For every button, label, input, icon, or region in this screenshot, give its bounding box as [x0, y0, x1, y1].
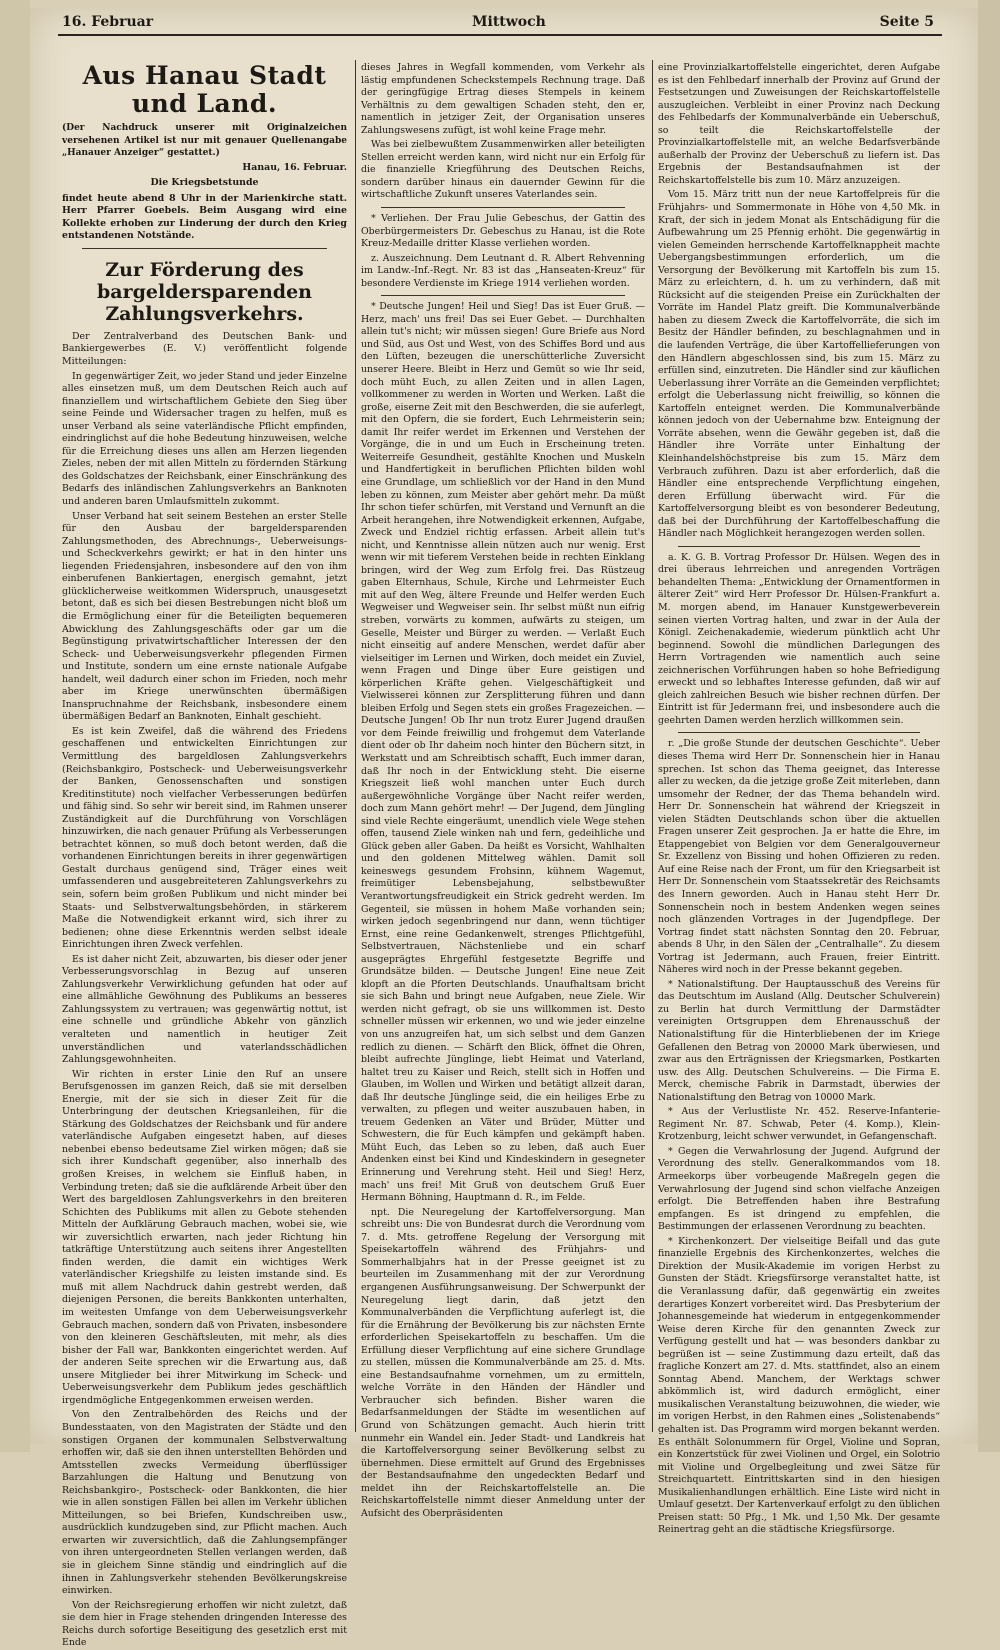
news-item-verlustliste: * Aus der Verlustliste Nr. 452. Reserve-Infanterie-Regiment Nr. 87. Schwab, Peter (4. Komp.), Klein-Krotzenburg, leicht schwer verwundet, in Gefangenschaft. [658, 1106, 940, 1143]
section-divider [82, 248, 327, 249]
news-item-verwahrlosung: * Gegen die Verwahrlosung der Jugend. Aufgrund der Verordnung des stellv. Generalkommandos vom 18. Armeekorps über vorbeugende Maßregeln gegen die Verwahrlosung der Jugend sind schon vielfache Anzeigen erfolgt. Die Betreffenden haben ihre Bestrafung empfangen. Es ist dringend zu empfehlen, die Bestimmungen der erlassenen Verordnung zu beachten. [658, 1145, 940, 1233]
paragraph: Der Zentralverband des Deutschen Bank- und Bankiergewerbes (E. V.) veröffentlicht folgende Mitteilungen: [62, 330, 347, 368]
news-item-verliehen: * Verliehen. Der Frau Julie Gebeschus, der Gattin des Oberbürgermeisters Dr. Gebeschus zu Hanau, ist die Rote Kreuz-Medaille dritter Klasse verliehen worden. [361, 213, 645, 250]
reprint-notice: (Der Nachdruck unserer mit Originalzeichen versehenen Artikel ist nur mit genauer Quellenangabe „Hanauer Anzeiger“ gestattet.) [62, 123, 347, 159]
news-item-auszeichnung: z. Auszeichnung. Dem Leutnant d. R. Albert Rehvenning im Landw.-Inf.-Regt. Nr. 83 ist das „Hanseaten-Kreuz“ für besondere Verdienste im Kriege 1914 verliehen worden. [361, 252, 645, 289]
header-date: 16. Februar [62, 14, 154, 30]
paragraph: Von den Zentralbehörden des Reichs und der Bundesstaaten, von den Magistraten der Städte und den sonstigen Organen der kommunalen Selbstverwaltung erhoffen wir, daß sie den ihnen unterstellten Behörden und Amtsstellen zwecks Vermeidung überflüssiger Barzahlungen die Haltung und Benutzung von Reichsbankgiro-, Postscheck- oder Bankkonten, die hier wie in allen sonstigen Fällen bei allen im Verkehr üblichen Mitteilungen, so bei Briefen, Kundschreiben usw., ausdrücklich kundzugeben sind, zur Pflicht machen. Auch erwarten wir zuversichtlich, daß die Zahlungsempfänger von ihren untergeordneten Stellen verlangen werden, daß sie in gleichem Sinne ständig und eindringlich auf die ihnen in Zahlungsverkehr stehenden Bevölkerungskreise einwirken. [62, 1409, 347, 1597]
news-item-kgb-vortrag: a. K. G. B. Vortrag Professor Dr. Hülsen. Wegen des in drei überaus lehrreichen und anregenden Vorträgen behandelten Thema: „Entwicklung der Ornamentformen in älterer Zeit“ wird Herr Professor Dr. Hülsen-Frankfurt a. M. morgen abend, im Hanauer Kunstgewerbeverein seinen vierten Vortrag halten, und zwar in der Aula der Königl. Zeichenakademie, wiederum pünktlich acht Uhr beginnend. Sowohl die mündlichen Darlegungen des Herrn Vortragenden wie namentlich auch seine zeichnerischen Vorführungen haben so hohe Befriedigung erweckt und so lebhaftes Interesse gefunden, daß wir auf gleich zahlreichen Besuch wie bisher rechnen dürfen. Der Eintritt ist für Jedermann frei, und insbesondere auch die geehrten Damen werden herzlich willkommen sein. [658, 551, 940, 726]
column-1 [62, 61, 347, 1649]
kriegsbetstunde-heading: Die Kriegsbetstunde [150, 177, 259, 189]
news-item-deutsche-jungen: * Deutsche Jungen! Heil und Sieg! Das ist Euer Gruß. — Herz, mach' uns frei! Das sei Euer Gebet. — Durchhalten allein tut's nicht; wir müssen siegen! Gure Briefe aus Nord und Süd, aus Ost und West, von des Schiffes Bord und aus den Lüften, bezeugen die unerschütterliche Zuversicht unserer Heere. Bleibt in Herz und Gemüt so wie Ihr seid, doch müht Euch, zu allen Zeiten und in allen Lagen, vollkommener zu werden in Worten und Werken. Laßt die große, eiserne Zeit mit den Beschwerden, die sie auferlegt, mit den Opfern, die sie fordert, Euch Lehrmeisterin sein; damit Ihr reifer werdet im Erkennen und Verstehen der Vorgänge, die in und um Euch in Erscheinung treten. Weiterreife Gesundheit, gestählte Knochen und Muskeln und Handfertigkeit in beruflichen Pflichten bilden wohl eine Grundlage, um schließlich vor der Hand in den Mund leben zu können, zum Meister aber gehört mehr. Da müßt Ihr schon tiefer schürfen, mit Verstand und Vernunft an die Arbeit herangehen, ihre Notwendigkeit erkennen, Aufgabe, Zweck und Endziel richtig erfassen. Arbeit allein tut's nicht, und Kenntnisse allein nützen auch nur wenig. Erst wenn wir mit tieferem Verstehen beide in rechten Einklang bringen, wird der Weg zum Erfolg frei. Das Rüstzeug gaben Elternhaus, Schule, Kirche und Lehrmeister Euch mit auf den Weg, ältere Freunde und Helfer werden Euch Wegweiser und Wegweiser sein. Ihr selbst müßt nun eifrig streben, vorwärts zu kommen, aufwärts zu steigen, um Geselle, Meister und Bürger zu werden. — Verlaßt Euch nicht einseitig auf andere Menschen, werdet dafür aber vielseitiger im Lernen und Wirken, doch meidet ein Zuviel, wenn Fragen und Dinge über Eure geistigen und körperlichen Kräfte gehen. Vielgeschäftigkeit und Vielwisserei können zur Zersplitterung führen und dann bleiben Erfolg und Segen stets ein großes Fragezeichen. — Deutsche Jungen! Ob Ihr nun trotz Eurer Jugend draußen vor dem Feinde freiwillig und frohgemut dem Vaterlande dient oder ob Ihr daheim noch hinter den Büchern sitzt, in Werkstatt und am Schreibtisch schafft, Euch immer daran, daß Ihr noch in der Entwicklung steht. Die eiserne Kriegszeit ließ wohl manchen unter Euch durch außergewöhnliche Vorgänge über Nacht reifer werden, doch zum Mann gehört mehr! — Der Jugend, dem Jüngling sind viele Rechte eingeräumt, unendlich viele Wege stehen offen, tausend Ziele winken nah und fern, gedeihliche und Glück geben aller Gaben. Da heißt es Vorsicht, Wahlhalten und den goldenen Mittelweg wählen. Damit soll keineswegs gesundem Frohsinn, kühnem Wagemut, freimütiger Lebensbejahung, selbstbewußter Verantwortungsfreudigkeit ein Strick gedreht werden. Im Gegenteil, sie müssen in hohem Maße vorhanden sein; wirken jedoch segenbringend nur dann, wenn tüchtiger Ernst, eine reine Gedankenwelt, strenges Pflichtgefühl, Selbstvertrauen, Nächstenliebe und ein scharf ausgeprägtes Ehrgefühl festgesetzte Begriffe und Grundsätze bilden. — Deutsche Jungen! Eine neue Zeit klopft an die Pforten Deutschlands. Unaufhaltsam bricht sie sich Bahn und bringt neue Aufgaben, neue Ziele. Wir werden nicht gefragt, ob sie uns willkommen ist. Desto schneller müssen wir erkennen, wo und wie jeder einzelne von uns anzugreifen hat, um sich selbst und dem Ganzen redlich zu dienen. — Schärft den Blick, öffnet die Ohren, bleibt aufrechte Jünglinge, liebt Heimat und Vaterland, haltet treu zu Kaiser und Reich, stellt sich in Hoffen und Glauben, im Wollen und Wirken und betätigt allzeit daran, daß Ihr deutsche Jünglinge seid, die ein heiliges Erbe zu verwalten, zu pflegen und weiter auszubauen haben, in treuem Gedenken an Väter und Brüder, Mütter und Schwestern, die für Euch kämpfen und gekämpft haben. Müht Euch, das Leben so zu leben, daß auch Euer Andenken einst bei Kind und Kindeskindern in gesegneter Erinnerung und Verehrung steht. Heil und Sieg! Herz, mach' uns frei! Mit Gruß von deutschem Gruß Euer Hermann Böhning, Hauptmann d. R., im Felde. [361, 301, 645, 1204]
paragraph: Wir richten in erster Linie den Ruf an unsere Berufsgenossen im ganzen Reich, daß sie mit derselben Energie, mit der sie sich in dieser Zeit für die Unterbringung der deutschen Kriegsanleihen, für die Stärkung des Goldschatzes der Reichsbank und für andere vaterländische Aufgaben eingesetzt haben, auf dieses nebenbei ebenso bedeutsame Ziel wirken mögen; daß sie sich ihrer Kundschaft gegenüber, also innerhalb des großen Kreises, in welchem sie Einfluß haben, in Verbindung treten; daß sie die aufklärende Arbeit über den Wert des bargeldlosen Zahlungsverkehrs in den breiteren Schichten des Publikums mit allen zu Gebote stehenden Mitteln der Aufklärung Gebrauch machen, wobei sie, wie wir zuversichtlich erwarten, nach jeder Richtung hin tatkräftige Unterstützung auch seitens ihrer Angestellten finden werden, die damit ein wichtiges Werk vaterländischer Kriegshilfe zu leisten imstande sind. Es muß mit allem Nachdruck dahin gestrebt werden, daß diejenigen Personen, die bereits Bankkonten unterhalten, im weitesten Umfange von dem Ueberweisungsverkehr Gebrauch machen, sondern daß von Privaten, insbesondere von den kleineren Geschäftsleuten, mit mehr, als dies bisher der Fall war, Bankkonten eingerichtet werden. Auf der anderen Seite sprechen wir die Erwartung aus, daß unsere Mitglieder bei ihrer Mitwirkung im Scheck- und Ueberweisungsverkehr dem Publikum jedes geschäftlich irgendmögliche Entgegenkommen erweisen werden. [62, 1068, 347, 1406]
column-2 [361, 62, 645, 1519]
article-title: Zur Förderung des bargeldersparenden Zahlungsverkehrs. [97, 258, 312, 325]
paragraph: Vom 15. März tritt nun der neue Kartoffelpreis für die Frühjahrs- und Sommermonate in Höhe von 4,50 Mk. in Kraft, der sich in jedem Monat als Entschädigung für die Aufbewahrung um 25 Pfennig erhöht. Die gegenwärtig in vielen Gemeinden herrschende Kartoffelknappheit machte Uebergangsbestimmungen erforderlich, um die Versorgung der Bevölkerung mit Kartoffeln bis zum 15. März zu erleichtern, d. h. um zu verhindern, daß mit Rücksicht auf die steigenden Preise ein Zurückhalten der Vorräte im Handel Platz greift. Die Kommunalverbände haben zu diesem Zweck die Kartoffelvorräte, die sich im Besitz der Händler befinden, zu beschlagnahmen und in die laufenden Verträge, die über Kartoffellieferungen von den Händlern abgeschlossen sind, bis zum 15. März zu erfüllen sind, einzutreten. Die Händler sind zur käuflichen Ueberlassung ihrer Vorräte an die Gemeinden verpflichtet; erfolgt die Ueberlassung nicht freiwillig, so können die Kartoffeln enteignet werden. Die Kommunalverbände können jedoch von der Uebernahme bzw. Enteignung der Vorräte absehen, wenn die Gewähr gegeben ist, daß die Händler ihre Vorräte unter Einhaltung der Kleinhandelshöchstpreise bis zum 15. März dem Verbrauch zuführen. Dazu ist aber erforderlich, daß die Händler eine entsprechende Verpflichtung eingehen, deren Erfüllung überwacht wird. Für die Kartoffelversorgung bleibt es von besonderer Bedeutung, daß bei der Durchführung der Kartoffelbeschaffung die Händler nach Möglichkeit herangezogen werden sollen. [658, 189, 940, 540]
paragraph: Was bei zielbewußtem Zusammenwirken aller beteiligten Stellen erreicht werden kann, wird nicht nur ein Erfolg für die finanzielle Kriegführung des Deutschen Reichs, sondern darüber hinaus ein dauernder Gewinn für die wirtschaftliche Zukunft unseres Vaterlandes sein. [361, 139, 645, 201]
section-divider [678, 546, 920, 547]
header-day: Mittwoch [472, 14, 546, 30]
paragraph: eine Provinzialkartoffelstelle eingerichtet, deren Aufgabe es ist den Fehlbedarf innerhalb der Provinz auf Grund der Festsetzungen und Zuweisungen der Reichskartoffelstelle auszugleichen. Verbleibt in einer Provinz nach Deckung des Fehlbedarfs der Kommunalverbände ein Ueberschuß, so teilt die Reichskartoffelstelle der Provinzialkartoffelstelle mit, an welche Bedarfsverbände außerhalb der Provinz der Ueberschuß zu liefern ist. Das Ergebnis der Bestandsaufnahmen ist der Reichskartoffelstelle bis zum 10. März anzuzeigen. [658, 62, 940, 186]
page-header [62, 12, 942, 34]
binding-edge [0, 0, 30, 1452]
news-item-kartoffelversorgung: npt. Die Neuregelung der Kartoffelversorgung. Man schreibt uns: Die von Bundesrat durch die Verordnung vom 7. d. Mts. getroffene Regelung der Versorgung mit Speisekartoffeln während des Frühjahrs- und Sommerhalbjahrs hat in der Presse geeignet ist zu beurteilen im Zusammenhang mit der zur Verordnung ergangenen Ausführungsanweisung. Der Schwerpunkt der Neuregelung liegt darin, daß jetzt den Kommunalverbänden die Verpflichtung auferlegt ist, die für die Ernährung der Bevölkerung bis zur nächsten Ernte erforderlichen Speisekartoffeln zu beschaffen. Um die Erfüllung dieser Verpflichtung auf eine sichere Grundlage zu stellen, müssen die Kommunalverbände am 25. d. Mts. eine Bestandsaufnahme vornehmen, um zu ermitteln, welche Vorräte in den Händen der Händler und Verbraucher sich befinden. Bisher waren die Bedarfsanmeldungen der Städte im wesentlichen auf Grund von Schätzungen gemacht. Auch hierin tritt nunmehr ein Wandel ein. Jeder Stadt- und Landkreis hat die Kartoffelversorgung seiner Bevölkerung selbst zu übernehmen. Diese ermittelt auf Grund des Ergebnisses der Bestandsaufnahme den ungedeckten Bedarf und meldet ihn der Reichskartoffelstelle an. Die Reichskartoffelstelle nimmt dieser Anmeldung unter der Aufsicht des Oberpräsidenten [361, 1206, 645, 1519]
column-divider-2 [652, 60, 653, 1432]
section-divider [381, 207, 625, 208]
news-item-kirchenkonzert: * Kirchenkonzert. Der vielseitige Beifall und das gute finanzielle Ergebnis des Kirchenkonzertes, welches die Direktion der Musik-Akademie im vorigen Herbst zu Gunsten der Städt. Kriegsfürsorge veranstaltet hatte, ist die Veranlassung dafür, daß gegenwärtig ein zweites derartiges Konzert vorbereitet wird. Das Presbyterium der Johannesgemeinde hat wiederum in entgegenkommender Weise deren Kirche für den genannten Zweck zur Verfügung gestellt und hat — was besonders dankbar zu begrüßen ist — seine Zustimmung dazu erteilt, daß das fragliche Konzert am 27. d. Mts. stattfindet, also an einem Sonntag Abend. Manchem, der Werktags schwer abkömmlich ist, wird dadurch ermöglicht, einer musikalischen Veranstaltung beizuwohnen, die wieder, wie im vorigen Herbst, in den Rahmen eines „Solistenabends“ gehalten ist. Das Programm wird morgen bekannt werden. Es enthält Solonummern für Orgel, Violine und Sopran, ein Konzertstück für zwei Violinen und Orgel, ein Solotrio mit Violine und Orgelbegleitung und zwei Sätze für Streichquartett. Eintrittskarten sind in den hiesigen Musikalienhandlungen erhältlich. Eine Liste wird nicht in Umlauf gesetzt. Der Kartenverkauf erfolgt zu den üblichen Preisen statt: 50 Pfg., 1 Mk. und 1,50 Mk. Der gesamte Reinertrag geht an die städtische Kriegsfürsorge. [658, 1235, 940, 1536]
column-3 [658, 62, 940, 1536]
news-item-nationalstiftung: * Nationalstiftung. Der Hauptausschuß des Vereins für das Deutschtum im Ausland (Allg. Deutscher Schulverein) zu Berlin hat durch Vermittlung der Darmstädter vereinigten Ortsgruppen dem Ehrenausschuß der Nationalstiftung für die Hinterbliebenen der im Kriege Gefallenen den Betrag von 20000 Mark überwiesen, und zwar aus den Erträgnissen der Kriegsmarken, Postkarten usw. des Allg. Deutschen Schulvereins. — Die Firma E. Merck, chemische Fabrik in Darmstadt, überwies der Nationalstiftung den Betrag von 10000 Mark. [658, 978, 940, 1103]
news-item-grosse-stunde: r. „Die große Stunde der deutschen Geschichte“. Ueber dieses Thema wird Herr Dr. Sonnenschein hier in Hanau sprechen. Ist schon das Thema geeignet, das Interesse aller zu wecken, da die jetzige große Zeit miterleben, dann umsomehr der Redner, der das Thema behandeln wird. Herr Dr. Sonnenschein hat während der Kriegszeit in vielen Städten Deutschlands schon über die aktuellen Fragen unserer Zeit gesprochen. Ja er hatte die Ehre, im Etappengebiet von Belgien vor dem Generalgouverneur Sr. Exzellenz von Bissing und hohen Offizieren zu reden. Auf eine Reise nach der Front, um für den Kriegsarbeit ist Herr Dr. Sonnenschein vom Staatssekretär des Reichsamts des Innern geworden. Auch in Hanau steht Herr Dr. Sonnenschein noch in bestem Andenken wegen seines noch glänzenden Vortrages in der Jugendpflege. Der Vortrag findet statt nächsten Sonntag den 20. Februar, abends 8 Uhr, in den Sälen der „Centralhalle“. Zu diesem Vortrag ist Jedermann, auch Frauen, freier Eintritt. Näheres wird noch in der Presse bekannt gegeben. [658, 738, 940, 976]
paragraph: Es ist kein Zweifel, daß die während des Friedens geschaffenen und entwickelten Einrichtungen zur Vermittlung des bargeldlosen Zahlungsverkehrs (Reichsbankgiro, Postscheck- und Ueberweisungsverkehr der Banken, Genossenschaften und sonstigen Kreditinstitute) noch vielfacher Verbesserungen bedürfen und fähig sind. So sehr wir bereit sind, im Rahmen unserer Zuständigkeit auf die Durchführung von Vorschlägen hinzuwirken, die nach genauer Prüfung als Verbesserungen betrachtet können, so muß doch betont werden, daß die vorhandenen Einrichtungen bereits in ihrer gegenwärtigen Gestalt durchaus genügend sind, Träger eines weit umfassenderen und ausgebreiteteren Zahlungsverkehrs zu sein, sofern beim großen Publikum und nicht minder bei Staats- und Selbstverwaltungsbehörden, in stärkerem Maße die Notwendigkeit erkannt wird, sich ihrer zu bedienen; ohne diese Erkenntnis werden selbst ideale Einrichtungen ihren Zweck verfehlen. [62, 725, 347, 951]
paragraph: In gegenwärtiger Zeit, wo jeder Stand und jeder Einzelne alles einsetzen muß, um dem Deutschen Reich auch auf finanziellem und wirtschaftlichem Gebiete den Sieg über seine Feinde und Widersacher tragen zu helfen, muß es unser Verband als seine vaterländische Pflicht empfinden, eindringlichst auf die hohe Bedeutung hinzuweisen, welche für die Erreichung dieses uns allen am Herzen liegenden Zieles, neben der mit allen Mitteln zu fördernden Stärkung des Goldschatzes der Reichsbank, einer Einschränkung des Bedarfs des inländischen Zahlungsverkehrs an Banknoten und anderen baren Umlaufsmitteln zukommt. [62, 370, 347, 508]
header-page-number: Seite 5 [879, 14, 934, 30]
section-divider [381, 295, 625, 296]
section-title: Aus Hanau Stadt und Land. [82, 61, 327, 118]
paragraph: dieses Jahres in Wegfall kommenden, vom Verkehr als lästig empfundenen Scheckstempels Rechnung trage. Daß der geringfügige Ertrag dieses Stempels in keinem Verhältnis zu dem gewaltigen Schaden steht, den er, namentlich in jetziger Zeit, der Organisation unseres Zahlungswesens zufügt, ist wohl keine Frage mehr. [361, 62, 645, 136]
paragraph: Es ist daher nicht Zeit, abzuwarten, bis dieser oder jener Verbesserungsvorschlag in Bezug auf unseren Zahlungsverkehr Verwirklichung gefunden hat oder auf eine allmähliche Gewöhnung des Publikums an besseres Zahlungssystem zu vertrauen; was gegenwärtig nottut, ist eine schnelle und gründliche Abkehr von gänzlich veralteten und namentlich in heutiger Zeit unverständlichen und vaterlandsschädlichen Zahlungsgewohnheiten. [62, 953, 347, 1066]
kriegsbetstunde-text: findet heute abend 8 Uhr in der Marienkirche statt. Herr Pfarrer Goebels. Beim Ausgang wird eine Kollekte erhoben zur Linderung der durch den Krieg entstandenen Notstände. [62, 192, 347, 242]
paragraph: Von der Reichsregierung erhoffen wir nicht zuletzt, daß sie dem hier in Frage stehenden dringenden Interesse des Reichs durch sofortige Beseitigung des gesetzlich erst mit Ende [62, 1599, 347, 1649]
column-divider-1 [355, 60, 356, 1432]
section-divider [678, 732, 920, 733]
scan-edge [978, 0, 1000, 1452]
dateline: Hanau, 16. Februar. [242, 161, 347, 173]
paragraph: Unser Verband hat seit seinem Bestehen an erster Stelle für den Ausbau der bargeldersparenden Zahlungsmethoden, des Abrechnungs-, Ueberweisungs- und Scheckverkehrs gewirkt; er hat in den hinter uns liegenden Friedensjahren, insbesondere auf den von ihm einberufenen Bankiertagen, energisch gemahnt, jetzt glücklicherweise weitkommen Widerspruch, unausgesetzt betont, daß es sich bei diesen Bestrebungen nicht bloß um die Ermöglichung einer für die Beteiligten bequemeren Abwicklung des Zahlungsgeschäfts oder gar um die Begünstigung privatwirtschaftlicher Interessen der den Scheck- und Ueberweisungsverkehr pflegenden Firmen und Institute, sondern um eine ernste nationale Aufgabe handelt, weil dadurch einer schon im Frieden, noch mehr aber im Kriege unerwünschten übermäßigen Inanspruchnahme der Reichsbank, insbesondere einem übermäßigen Bedarf an Banknoten, Einhalt geschieht. [62, 510, 347, 723]
header-rule [58, 34, 942, 36]
